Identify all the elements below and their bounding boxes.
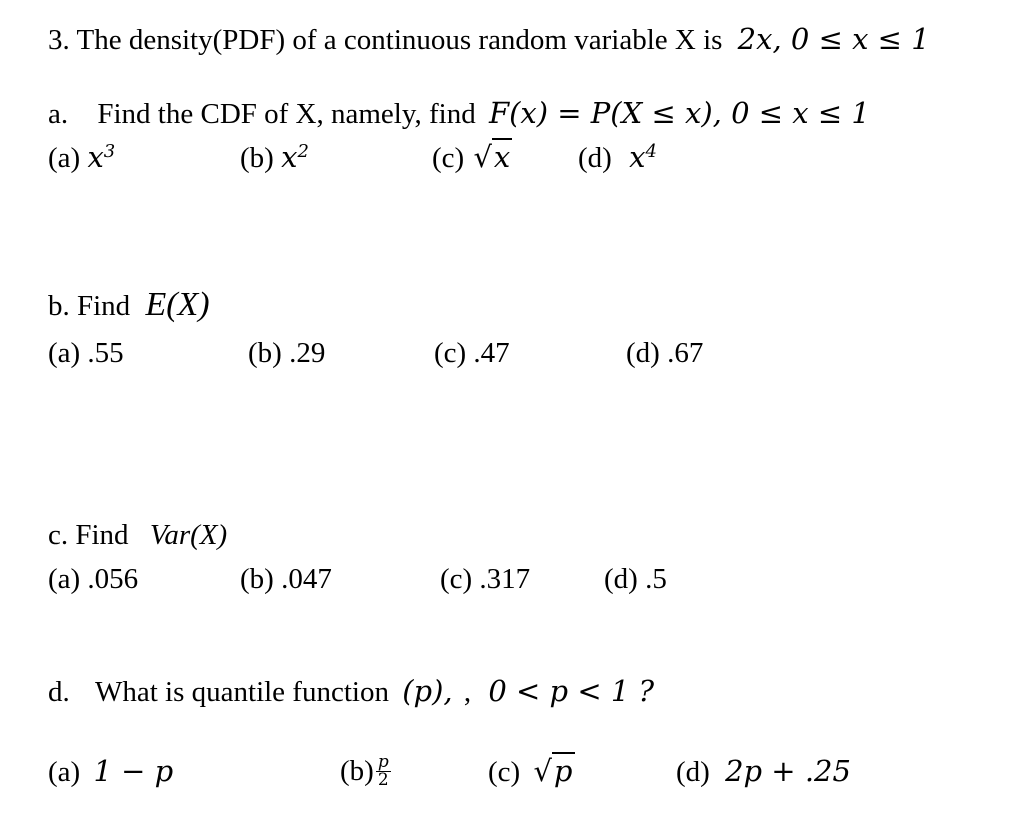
- range-condition: 0 < p < 1 ?: [488, 674, 655, 708]
- density-formula: 2x, 0 ≤ x ≤ 1: [737, 22, 930, 56]
- part-b-option-c: (c) .47: [434, 337, 510, 369]
- part-a-text: Find the CDF of X, namely, find: [97, 98, 476, 130]
- part-a-option-d: (d) $x^4$: [578, 140, 657, 174]
- part-a-option-c: (c) √x: [432, 140, 511, 174]
- part-d-option-a: (a) 1 − p: [48, 754, 174, 788]
- part-a-stem: [48, 96, 870, 131]
- part-d-text: What is quantile function: [95, 676, 389, 708]
- part-c-option-b: (b) .047: [240, 563, 332, 595]
- part-c-option-c: (c) .317: [440, 563, 531, 595]
- part-d-label: d.: [48, 676, 70, 708]
- part-b-stem: [48, 288, 210, 323]
- expectation-expr: E(X): [145, 286, 210, 323]
- part-b-option-a: (a) .55: [48, 337, 124, 369]
- quantile-arg: (p),: [402, 674, 453, 708]
- part-b-option-d: (d) .67: [626, 337, 704, 369]
- cdf-formula: F(x) = P(X ≤ x), 0 ≤ x ≤ 1: [488, 96, 870, 130]
- part-a-option-b: (b) $x^2$: [240, 140, 309, 174]
- part-c-stem: [48, 518, 227, 552]
- part-c-label: c. Find: [48, 519, 129, 551]
- part-d-option-c: (c) √p: [488, 754, 573, 788]
- part-d-option-b: (b) $\frac{p}{2}$: [340, 751, 389, 790]
- question-3-stem: [48, 22, 930, 57]
- part-d-option-d: (d) 2p + .25: [676, 754, 851, 788]
- question-text: The density(PDF) of a continuous random variable X is: [76, 24, 723, 56]
- part-b-label: b. Find: [48, 290, 131, 322]
- part-c-option-d: (d) .5: [604, 563, 667, 595]
- separator: ,: [463, 676, 472, 708]
- part-c-option-a: (a) .056: [48, 563, 139, 595]
- part-a-option-a: (a) $x^3$: [48, 140, 116, 174]
- part-a-label: a.: [48, 98, 69, 130]
- part-b-option-b: (b) .29: [248, 337, 326, 369]
- part-d-stem: [48, 674, 654, 709]
- question-number: 3.: [48, 24, 70, 56]
- variance-expr: Var(X): [149, 519, 228, 551]
